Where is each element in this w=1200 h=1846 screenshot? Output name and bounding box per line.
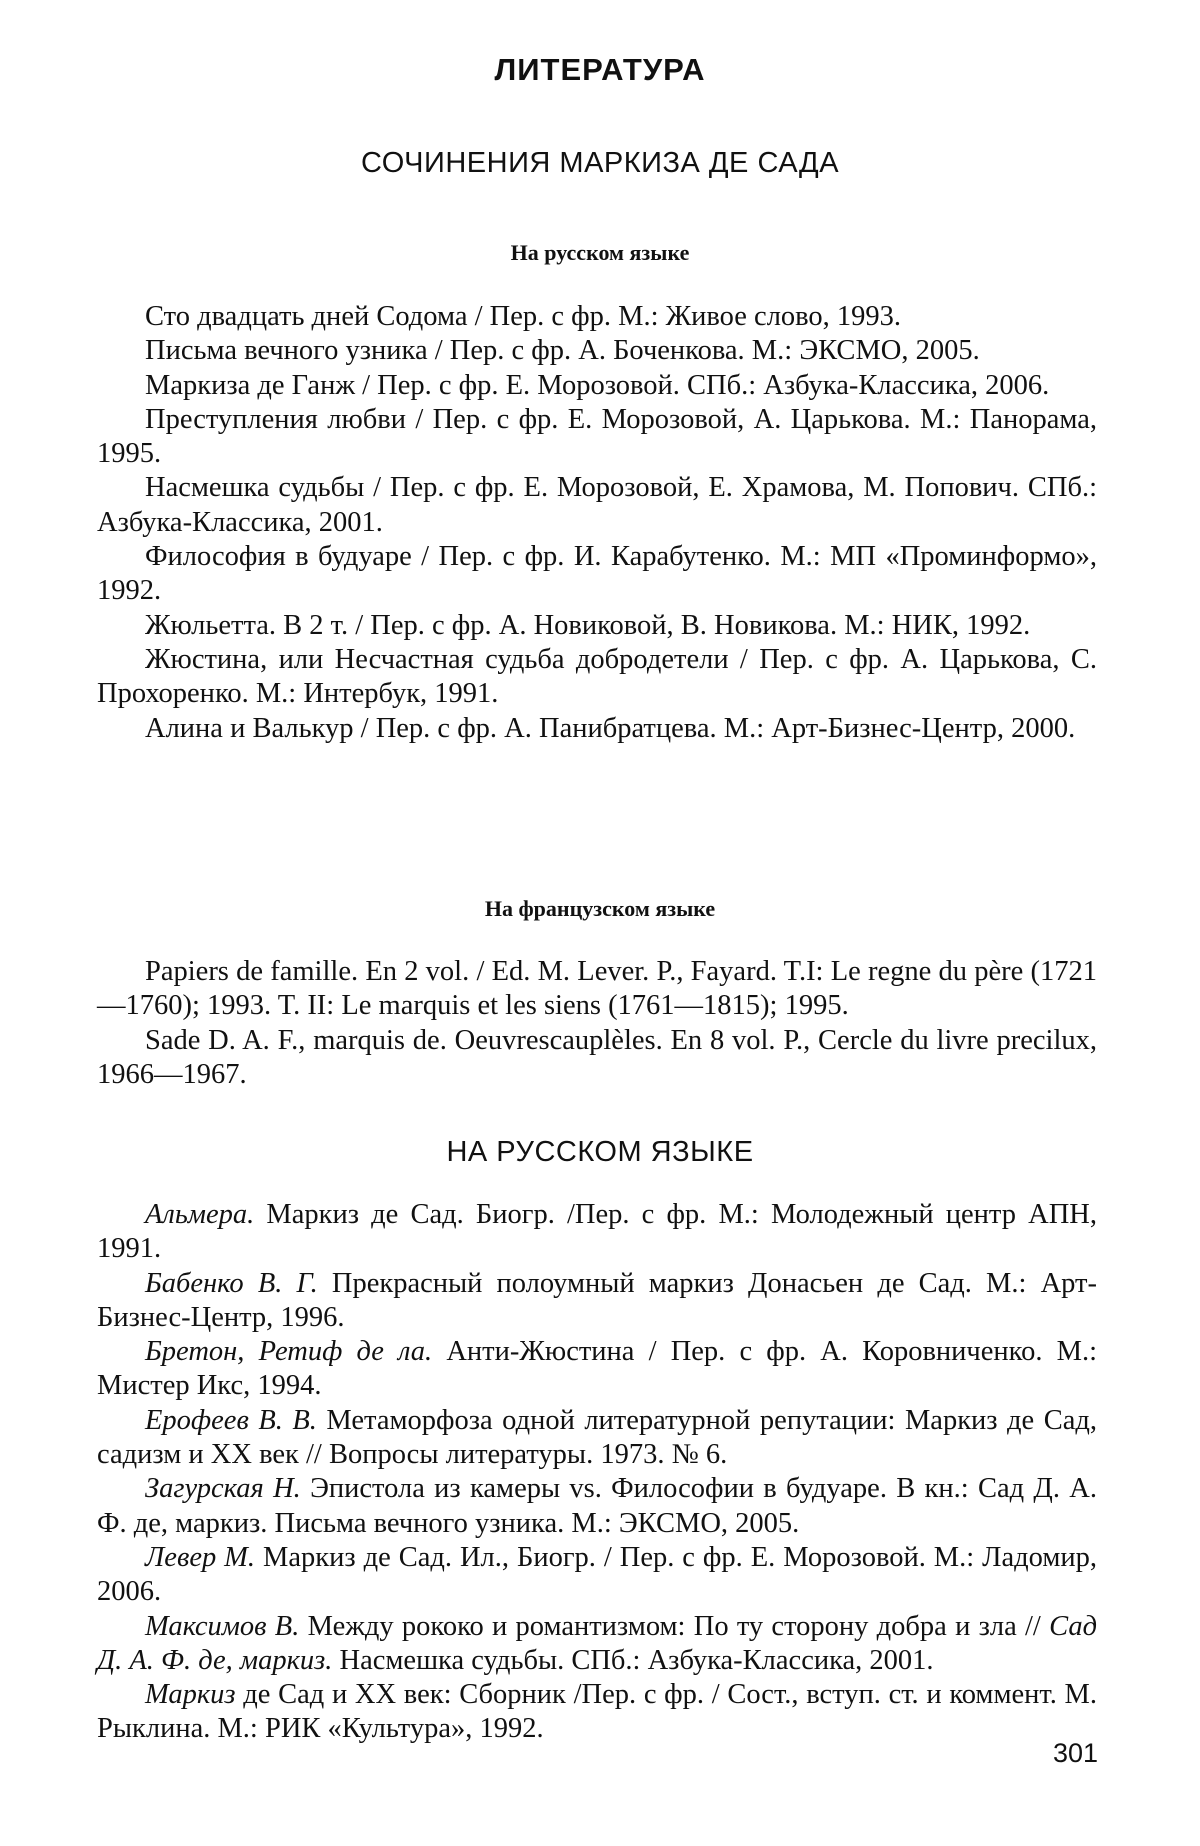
bib-entry: Преступления любви / Пер. с фр. Е. Морозовой, А. Царькова. М.: Панорама, 1995. (97, 403, 1097, 472)
entry-author: Ерофеев В. В. (145, 1405, 317, 1436)
entry-text: Анти-Жюстина / Пер. с фр. А. Коровниченко. М.: Мистер Икс, 1994. (97, 1336, 1097, 1401)
bib-entry: Жюстина, или Несчастная судьба добродетели / Пер. с фр. А. Царькова, С. Прохоренко. М.: Интербук, 1991. (97, 643, 1097, 712)
bib-entry: Алина и Валькур / Пер. с фр. А. Панибратцева. М.: Арт-Бизнес-Центр, 2000. (97, 712, 1097, 746)
bib-entry (97, 1198, 1097, 1267)
entry-text: Маркиз де Сад. Биогр. /Пер. с фр. М.: Молодежный центр АПН, 1991. (97, 1199, 1097, 1264)
entry-author: Бабенко В. Г. (145, 1268, 318, 1299)
bib-entry (97, 1335, 1097, 1404)
bib-entry (97, 1610, 1097, 1679)
entry-author: Максимов В. (145, 1611, 299, 1642)
book-page (0, 0, 1200, 1846)
entry-author: Альмера. (145, 1199, 254, 1230)
section-heading-works: СОЧИНЕНИЯ МАРКИЗА ДЕ САДА (0, 147, 1200, 180)
bib-entry (97, 1541, 1097, 1610)
entry-author: Маркиз (145, 1679, 236, 1710)
page-number: 301 (1036, 1738, 1098, 1769)
entry-author: Левер М. (145, 1542, 255, 1573)
bib-entry: Письма вечного узника / Пер. с фр. А. Боченкова. М.: ЭКСМО, 2005. (97, 334, 1097, 368)
bib-entry: Papiers de famille. En 2 vol. / Ed. M. Lever. P., Fayard. T.I: Le regne du père (1721—1760); 1993. T. II: Le marquis et les siens (1761—1815); 1995. (97, 955, 1097, 1024)
bib-entry (97, 1472, 1097, 1541)
entry-text: Эпистола из камеры vs. Философии в будуаре. В кн.: Сад Д. А. Ф. де, маркиз. Письма вечного узника. М.: ЭКСМО, 2005. (97, 1473, 1097, 1538)
bib-entry: Жюльетта. В 2 т. / Пер. с фр. А. Новиковой, В. Новикова. М.: НИК, 1992. (97, 609, 1097, 643)
subheading-french: На французском языке (0, 896, 1200, 922)
bib-entry (97, 1404, 1097, 1473)
bib-entry (97, 1678, 1097, 1747)
entry-text: де Сад и XX век: Сборник /Пер. с фр. / Сост., вступ. ст. и коммент. М. Рыклина. М.: РИК «Культура», 1992. (97, 1679, 1097, 1744)
entry-text: Прекрасный полоумный маркиз Донасьен де Сад. М.: Арт-Бизнес-Центр, 1996. (97, 1268, 1097, 1333)
bib-entry (97, 1267, 1097, 1336)
bib-entry: Сто двадцать дней Содома / Пер. с фр. М.: Живое слово, 1993. (97, 300, 1097, 334)
entry-text: Метаморфоза одной литературной репутации: Маркиз де Сад, садизм и XX век // Вопросы литературы. 1973. № 6. (97, 1405, 1097, 1470)
entry-author: Бретон, Ретиф де ла. (145, 1336, 432, 1367)
entry-text: Маркиз де Сад. Ил., Биогр. / Пер. с фр. Е. Морозовой. М.: Ладомир, 2006. (97, 1542, 1097, 1607)
subheading-russian: На русском языке (0, 240, 1200, 266)
bib-entry: Маркиза де Ганж / Пер. с фр. Е. Морозовой. СПб.: Азбука-Классика, 2006. (97, 369, 1097, 403)
entry-text: Между рококо и романтизмом: По ту сторону добра и зла // (299, 1611, 1049, 1642)
french-editions-list (97, 955, 1097, 1092)
bib-entry: Насмешка судьбы / Пер. с фр. Е. Морозовой, Е. Храмова, М. Попович. СПб.: Азбука-Классика, 2001. (97, 471, 1097, 540)
entry-author: Загурская Н. (145, 1473, 301, 1504)
literature-list (97, 1198, 1097, 1747)
entry-text-continued: Насмешка судьбы. СПб.: Азбука-Классика, 2001. (332, 1645, 933, 1676)
page-title: ЛИТЕРАТУРА (0, 52, 1200, 88)
section-heading-russian-literature: НА РУССКОМ ЯЗЫКЕ (0, 1136, 1200, 1169)
russian-editions-list (97, 300, 1097, 746)
bib-entry: Sade D. A. F., marquis de. Oeuvrescauplèles. En 8 vol. P., Cercle du livre precilux, 1966—1967. (97, 1024, 1097, 1093)
entry-italic-reference: Сад Д. А. Ф. де, маркиз. (97, 1611, 1097, 1676)
bib-entry: Философия в будуаре / Пер. с фр. И. Карабутенко. М.: МП «Проминформо», 1992. (97, 540, 1097, 609)
